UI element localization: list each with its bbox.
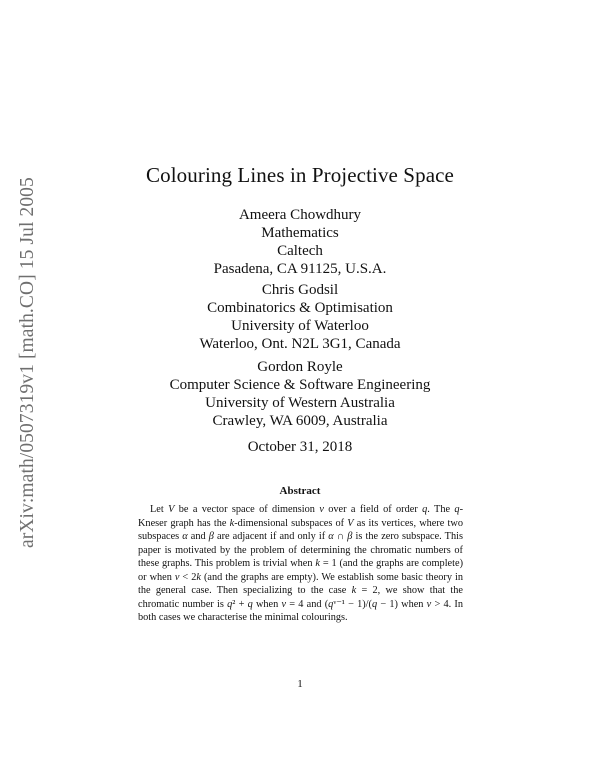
abstract-math: v [281,598,287,610]
abstract-text [138,503,463,625]
arxiv-identifier: arXiv:math/0507319v1 [math.CO] 15 Jul 2005 [17,177,38,548]
abstract-segment: ᵛ⁻¹ − 1)/( [333,598,372,610]
abstract-math: v [174,571,180,583]
abstract-math: q [371,598,378,610]
abstract-math: q [328,598,334,610]
abstract-segment: Let [150,504,169,515]
author-block-3 [0,358,600,430]
page-number: 1 [297,678,303,690]
abstract-math: V [347,517,354,529]
author-block-2 [0,281,600,353]
abstract-segment: ² + [232,598,248,610]
abstract-segment: be a vector space of dimension [174,504,320,515]
abstract-segment: -dimensional subspaces of [234,517,348,529]
paper-date: October 31, 2018 [247,439,353,455]
abstract-segment: (and the graphs are empty). We establish some basic theory in the general case. Then specializing to the case [138,571,463,596]
abstract-segment: over a field of order [323,504,423,515]
abstract-segment: < 2 [179,571,197,583]
abstract-math: v [319,504,324,515]
abstract-math: k [229,517,235,529]
paper-title: Colouring Lines in Projective Space [146,163,454,187]
abstract-heading: Abstract [279,485,321,497]
author-name: Chris Godsil [261,282,339,298]
abstract-math: α ∩ β [328,531,353,542]
abstract-segment: . The [427,504,455,515]
abstract-math: β [208,531,214,542]
abstract-math: k [196,571,201,583]
author-department: Computer Science & Software Engineering [169,377,431,393]
abstract-segment: are adjacent if and only if [213,531,329,542]
abstract-math: k [351,585,357,596]
abstract-segment: and [187,531,209,542]
abstract-segment: = 1 (and the graphs are complete) or when [138,558,463,583]
author-institution: University of Western Australia [205,395,395,411]
author-address: Waterloo, Ont. N2L 3G1, Canada [199,336,401,352]
abstract-segment: > 4. In both cases we characterise the minimal colourings. [138,598,463,623]
abstract-math: V [168,504,175,515]
author-name: Gordon Royle [257,359,343,375]
abstract-segment: = 4 and ( [286,598,329,610]
abstract-math: q [454,504,460,515]
abstract-segment: -Kneser graph has the [138,504,464,529]
abstract-math: α [182,531,188,542]
author-name: Ameera Chowdhury [238,207,362,223]
author-department: Combinatorics & Optimisation [207,300,393,316]
author-institution: Caltech [277,243,323,259]
abstract-segment: as its vertices, where two subspaces [138,517,463,542]
abstract-segment: − 1) when [377,598,427,610]
abstract-segment: = 2, we show that the chromatic number is [138,585,463,610]
abstract-math: k [315,558,320,569]
abstract-segment: when [252,598,282,610]
abstract-math: q [422,504,428,515]
author-institution: University of Waterloo [231,318,369,334]
author-department: Mathematics [261,225,339,241]
abstract-math: q [227,598,233,610]
abstract-math: v [426,598,432,610]
abstract-segment: is the zero subspace. This paper is motivated by the problem of determining the chromatic numbers of these graphs. This problem is trivial when [138,531,463,569]
abstract-math: q [247,598,253,610]
author-address: Pasadena, CA 91125, U.S.A. [213,261,387,277]
author-address: Crawley, WA 6009, Australia [212,413,388,429]
author-block-1 [0,206,600,278]
